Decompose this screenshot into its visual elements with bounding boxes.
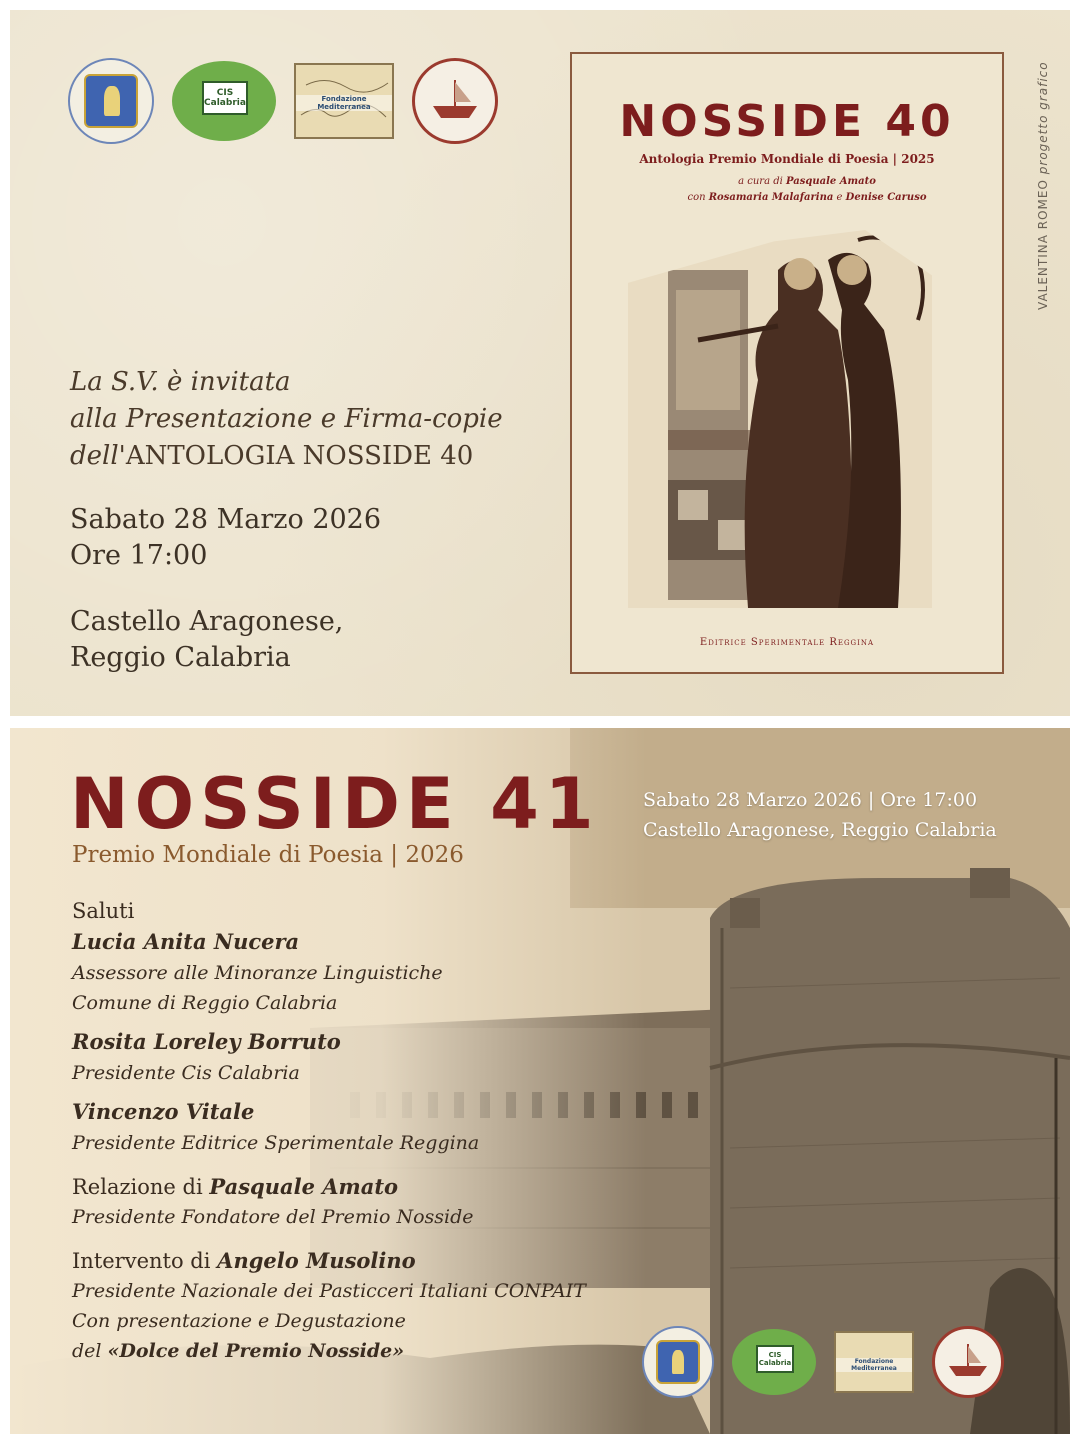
event-time: Ore 17:00 xyxy=(70,540,208,571)
book-subtitle: Antologia Premio Mondiale di Poesia | 2025 xyxy=(639,152,935,166)
intervento-line-3-prefix: del xyxy=(72,1340,102,1362)
book-coeditors xyxy=(572,192,1002,203)
fondazione-mediterranea-logo xyxy=(834,1331,914,1393)
speaker-name: Lucia Anita Nucera xyxy=(72,929,300,954)
event-date: Sabato 28 Marzo 2026 xyxy=(70,504,382,535)
credit-name: VALENTINA ROMEO xyxy=(1036,179,1050,310)
invitation-card xyxy=(10,10,1070,716)
fondazione-mediterranea-label: Fondazione Mediterranea xyxy=(836,1358,912,1372)
event-city: Reggio Calabria xyxy=(70,642,291,673)
credit-role: progetto grafico xyxy=(1036,61,1050,175)
coeditors-prefix: con xyxy=(687,192,706,203)
coeditors-joiner: e xyxy=(836,192,843,203)
design-credit xyxy=(1036,61,1050,310)
program-list xyxy=(72,896,586,1366)
speaker-name: Vincenzo Vitale xyxy=(72,1099,255,1124)
speaker-role: Comune di Reggio Calabria xyxy=(72,992,338,1014)
sponsor-logos-bottom xyxy=(642,1326,1004,1398)
speaker-name: Rosita Loreley Borruto xyxy=(72,1029,341,1054)
relazione-name: Pasquale Amato xyxy=(209,1174,399,1199)
intervento-line-2: Con presentazione e Degustazione xyxy=(72,1310,406,1332)
intervento-prefix: Intervento di xyxy=(72,1249,211,1273)
nosside-41-subtitle: Premio Mondiale di Poesia | 2026 xyxy=(72,842,464,868)
cis-calabria-logo xyxy=(172,61,276,141)
coeditor-1: Rosamaria Malafarina xyxy=(708,192,834,203)
book-cover xyxy=(570,52,1004,674)
anthology-name: ANTOLOGIA NOSSIDE 40 xyxy=(125,441,474,471)
fondazione-mediterranea-label: Fondazione Mediterranea xyxy=(296,95,392,111)
editor-name: Pasquale Amato xyxy=(786,176,876,187)
relazione-role: Presidente Fondatore del Premio Nosside xyxy=(72,1206,474,1228)
invite-line-3 xyxy=(70,438,503,475)
editor-prefix: a cura di xyxy=(738,176,783,187)
intervento-role: Presidente Nazionale dei Pasticceri Italiani CONPAIT xyxy=(72,1280,586,1302)
book-title: NOSSIDE 40 xyxy=(619,96,955,147)
intervento-line-3 xyxy=(72,1336,586,1366)
book-publisher: Editrice Sperimentale Reggina xyxy=(699,637,875,648)
invite-line-2: alla Presentazione e Firma-copie xyxy=(70,404,503,434)
relazione-line xyxy=(72,1172,586,1202)
sponsor-logos xyxy=(68,58,498,144)
book-editor xyxy=(572,176,1002,187)
event-venue: Castello Aragonese, xyxy=(70,606,344,637)
intervento-line xyxy=(72,1246,586,1276)
relazione-prefix: Relazione di xyxy=(72,1175,203,1199)
ship-seal-logo xyxy=(412,58,498,144)
event-datetime xyxy=(70,502,381,574)
event-place-line: Castello Aragonese, Reggio Calabria xyxy=(643,819,997,841)
speaker-role: Presidente Editrice Sperimentale Reggina xyxy=(72,1132,480,1154)
nosside-41-title: NOSSIDE 41 xyxy=(70,763,600,845)
intervento-name: Angelo Musolino xyxy=(217,1248,416,1273)
invite-line-1: La S.V. è invitata xyxy=(70,367,291,397)
coeditor-2: Denise Caruso xyxy=(845,192,927,203)
event-info xyxy=(643,785,997,845)
cis-calabria-label: CIS Calabria xyxy=(756,1345,794,1373)
city-seal-icon xyxy=(68,58,154,144)
speaker-role: Presidente Cis Calabria xyxy=(72,1062,300,1084)
cis-calabria-logo xyxy=(732,1329,816,1395)
dolce-premio-nosside: «Dolce del Premio Nosside» xyxy=(107,1340,405,1362)
event-date-line: Sabato 28 Marzo 2026 | Ore 17:00 xyxy=(643,789,978,811)
city-seal-icon xyxy=(642,1326,714,1398)
cis-calabria-label: CIS Calabria xyxy=(202,81,248,115)
invitation-text xyxy=(70,364,503,475)
saluti-label: Saluti xyxy=(72,899,135,923)
event-place xyxy=(70,604,343,676)
invite-line-3-prefix: dell' xyxy=(70,441,126,471)
program-card xyxy=(10,728,1070,1434)
speaker-role: Assessore alle Minoranze Linguistiche xyxy=(72,962,443,984)
ship-seal-logo xyxy=(932,1326,1004,1398)
fondazione-mediterranea-logo xyxy=(294,63,394,139)
cover-illustration xyxy=(628,230,932,608)
